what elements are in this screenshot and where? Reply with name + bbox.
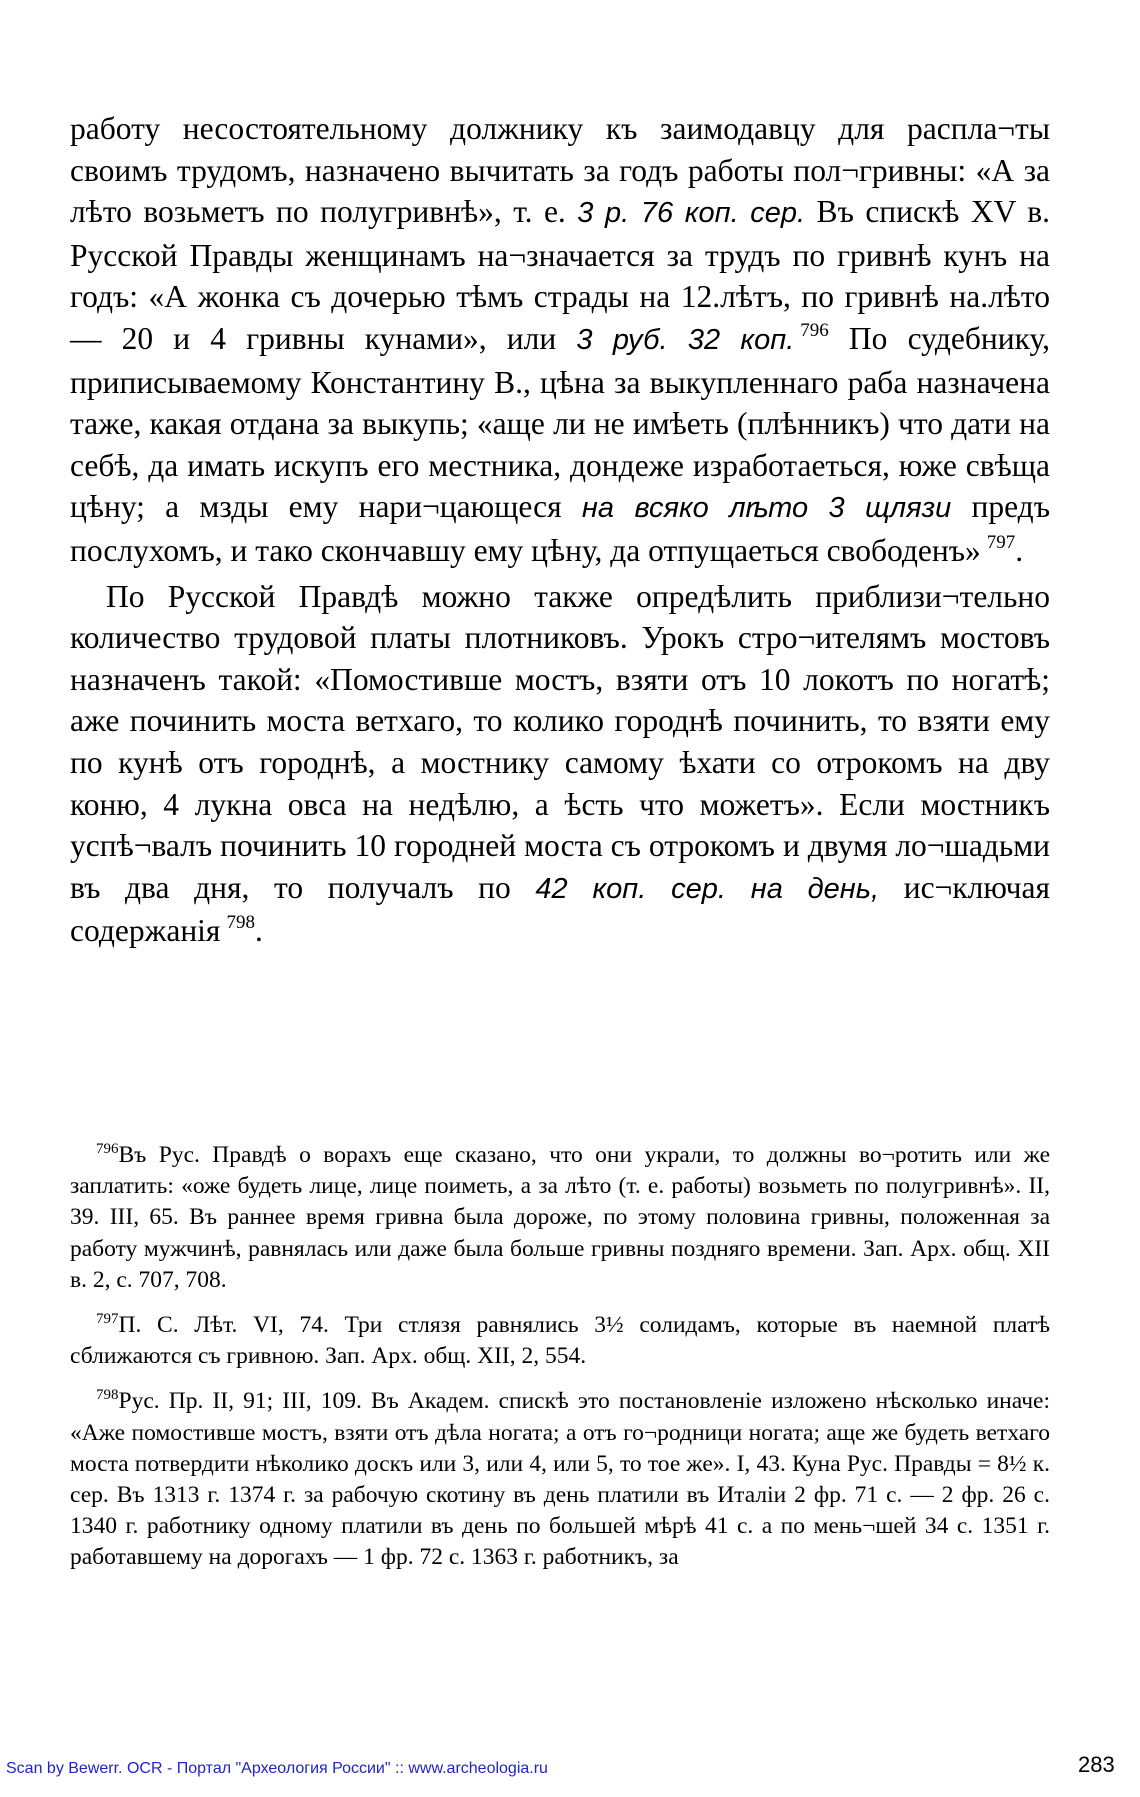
paragraph-1-part-2: Въ спискѣ XV в. Русской Правды женщинамъ на¬значается за трудъ по гривнѣ кунъ на годъ: «А жонка съ дочерью тѣмъ страды на 12.лѣтъ, по гривнѣ на.лѣто — 20 и 4 гривны кунами», или: [70, 194, 1051, 356]
footnote-797: [70, 1310, 1050, 1372]
paragraph-2-part-2: ис¬ключая содержанія: [70, 869, 1050, 949]
footnote-ref-798[interactable]: 798: [226, 912, 255, 934]
footnote-ref-796[interactable]: 796: [800, 319, 829, 341]
italic-price-1: 3 р. 76 коп. сер.: [577, 197, 806, 230]
paragraph-1-part-4: предъ послухомъ, и тако скончавшу ему цѣну, да отпущаеться свободенъ»: [70, 489, 1050, 568]
page-number: 283: [1078, 1752, 1115, 1777]
footnote-number: 796: [96, 1141, 119, 1157]
footnote-text: Въ Рус. Правдѣ о ворахъ еще сказано, что они украли, то должны во¬ротить или же заплатить: «оже будеть лице, лице поиметь, а за лѣто (т. е. работы) возьметь по полугривнѣ». II, 39. III, 65. Въ раннее время гривна была дороже, по этому половина гривны, положенная за работу мужчинѣ, равнялась или даже была больше гривны поздняго времени. Зап. Арх. общ. XII в. 2, с. 707, 708.: [70, 1142, 1050, 1293]
paragraph-1-part-3: По судебнику, приписываемому Константину В., цѣна за выкупленнаго раба назначена таже, какая отдана за выкупь; «аще ли не имѣеть (плѣнникъ) что дати на себѣ, да имать искупъ его местника, дондеже изработаеться, юже свѣща цѣну; а мзды ему нари¬цающеся: [70, 320, 1050, 525]
paragraph-2: [70, 576, 1050, 952]
paragraph-1-part-1: работу несостоятельному должнику къ заимодавцу для распла¬ты своимъ трудомъ, назначено вычитать за годъ работы пол¬гривны: «А за лѣто возьметъ по полугривнѣ», т. е.: [70, 111, 1050, 230]
footnote-number: 797: [96, 1311, 119, 1328]
paragraph-2-part-1: По Русской Правдѣ можно также опредѣлить приблизи¬тельно количество трудовой платы плотниковъ. Урокъ стро¬ителямъ мостовъ назначенъ такой: «Помостивше мостъ, взяти отъ 10 локотъ по ногатѣ; аже починить моста ветхаго, то колико городнѣ починить, то взяти ему по кунѣ отъ городнѣ, а мостнику самому ѣхати со отрокомъ на дву коню, 4 лукна овса на недѣлю, а ѣсть что можетъ». Если мостникъ успѣ¬валъ починить 10 городней моста съ отрокомъ и двумя ло¬шадьми въ два дня, то получалъ по: [70, 578, 1050, 905]
footnotes: [70, 1140, 1050, 1588]
paragraph-2-end: .: [254, 913, 263, 949]
footnote-text: Рус. Пр. II, 91; III, 109. Въ Академ. спискѣ это постановленіе изложено нѣсколько иначе: «Аже помостивше мостъ, взяти отъ дѣла ногата; а отъ го¬родници ногата; аще же будеть ветхаго моста потвердити нѣколико доскъ или 3, или 4, или 5, то тое же». I, 43. Куна Рус. Правды = 8½ к. сер. Въ 1313 г. 1374 г. за рабочую скотину въ день платили въ Италіи 2 фр. 71 с. — 2 фр. 26 с. 1340 г. работнику одному платили въ день по большей мѣрѣ 41 с. а по мень¬шей 34 с. 1351 г. работавшему на дорогахъ — 1 фр. 72 с. 1363 г. работникъ, за: [70, 1388, 1050, 1571]
scan-credit-link[interactable]: Scan by Bewerr. OCR - Портал "Археология России" :: www.archeologia.ru: [6, 1760, 548, 1777]
footnote-number: 798: [96, 1387, 119, 1404]
footnote-ref-797[interactable]: 797: [986, 531, 1016, 553]
paragraph-1-end: .: [1015, 532, 1024, 568]
footnote-text: П. С. Лѣт. VI, 74. Три стлязя равнялись 3½ солидамъ, которые въ наемной платѣ сближаются съ гривною. Зап. Арх. общ. XII, 2, 554.: [70, 1312, 1050, 1370]
italic-price-4: 42 коп. сер. на день,: [535, 872, 880, 905]
italic-price-3: на всяко лѣто 3 щлязи: [581, 492, 952, 525]
paragraph-1: [70, 108, 1050, 572]
footnote-796: [70, 1140, 1050, 1296]
main-text: [70, 108, 1050, 952]
italic-price-2: 3 руб. 32 коп.: [576, 323, 795, 356]
footnote-798: [70, 1386, 1050, 1573]
